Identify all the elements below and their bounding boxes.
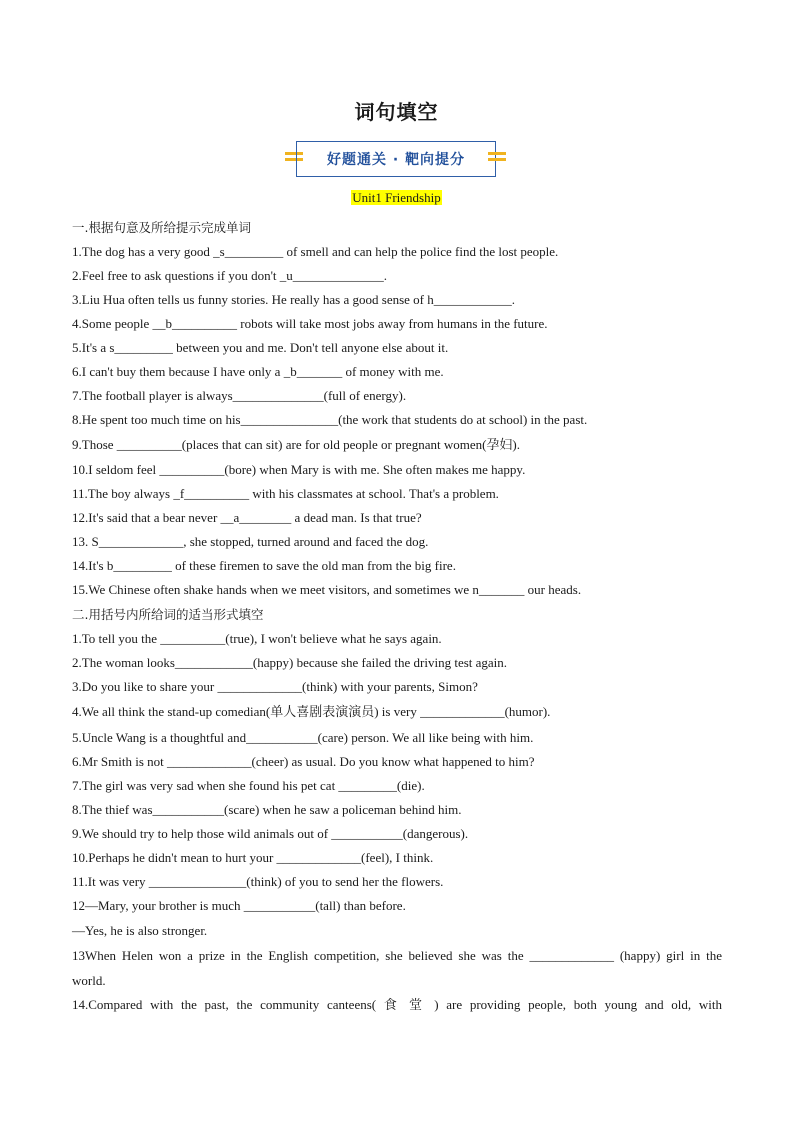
exercise-line: 10.Perhaps he didn't mean to hurt your _____________(feel), I think. bbox=[72, 850, 434, 865]
exercise-line: 12.It's said that a bear never __a________ a dead man. Is that true? bbox=[72, 509, 422, 525]
exercise-line: 11.It was very _______________(think) of you to send her the flowers. bbox=[72, 874, 444, 889]
exercise-line: 7.The girl was very sad when she found his pet cat _________(die). bbox=[72, 778, 425, 793]
exercise-line: 4.We all think the stand-up comedian(单人喜剧表演演员) is very _____________(humor). bbox=[72, 704, 551, 719]
exercise-line: 8.The thief was___________(scare) when he saw a policeman behind him. bbox=[72, 802, 462, 817]
exercise-line: 9.We should try to help those wild animals out of ___________(dangerous). bbox=[72, 826, 469, 841]
exercise-line: 3.Do you like to share your _____________(think) with your parents, Simon? bbox=[72, 679, 478, 694]
exercise-line: 14.It's b_________ of these firemen to save the old man from the big fire. bbox=[72, 557, 456, 573]
exercise-line: 2.Feel free to ask questions if you don't _u______________. bbox=[72, 268, 388, 283]
exercise-line: 1.The dog has a very good _s_________ of smell and can help the police find the lost people. bbox=[72, 244, 559, 259]
exercise-line: 7.The football player is always______________(full of energy). bbox=[72, 388, 407, 403]
page-title: 词句填空 bbox=[354, 100, 439, 124]
exercise-line: 6.I can't buy them because I have only a _b_______ of money with me. bbox=[72, 364, 444, 379]
exercise-line: 2.The woman looks____________(happy) because she failed the driving test again. bbox=[72, 655, 508, 670]
exercise-line: 11.The boy always _f__________ with his classmates at school. That's a problem. bbox=[72, 485, 499, 501]
exercise-line: 3.Liu Hua often tells us funny stories. He really has a good sense of h____________. bbox=[72, 292, 516, 307]
exercise-line: 12—Mary, your brother is much ___________(tall) than before. bbox=[72, 898, 406, 913]
unit-label: Unit1 Friendship bbox=[352, 190, 441, 205]
exercise-line: 13. S_____________, she stopped, turned around and faced the dog. bbox=[72, 533, 429, 549]
exercise-line: 6.Mr Smith is not _____________(cheer) as usual. Do you know what happened to him? bbox=[72, 754, 535, 769]
exercise-line: 1.To tell you the __________(true), I won't believe what he says again. bbox=[72, 631, 442, 646]
exercise-line: 10.I seldom feel __________(bore) when Mary is with me. She often makes me happy. bbox=[72, 461, 526, 477]
exercise-line: 8.He spent too much time on his_______________(the work that students do at school) in the past. bbox=[72, 412, 588, 427]
exercise-line: 4.Some people __b__________ robots will take most jobs away from humans in the future. bbox=[72, 316, 548, 331]
exercise-line: —Yes, he is also stronger. bbox=[72, 923, 208, 938]
section1-heading: 一.根据句意及所给提示完成单词 bbox=[72, 220, 251, 235]
banner-right-ornament-icon bbox=[488, 152, 506, 166]
exercise-line: 5.It's a s_________ between you and me. Don't tell anyone else about it. bbox=[72, 340, 449, 355]
section-banner: 好题通关 · 靶向提分 bbox=[296, 141, 496, 177]
exercise-line: 9.Those __________(places that can sit) are for old people or pregnant women(孕妇). bbox=[72, 437, 521, 452]
exercise-line: world. bbox=[72, 972, 106, 988]
section2-heading: 二.用括号内所给词的适当形式填空 bbox=[72, 606, 264, 622]
exercise-line: 14.Compared with the past, the community canteens( 食 堂 ) are providing people, both young and old, with bbox=[72, 997, 722, 1012]
exercise-lines bbox=[72, 216, 722, 1017]
exercise-line: 15.We Chinese often shake hands when we meet visitors, and sometimes we n_______ our heads. bbox=[72, 581, 582, 597]
exercise-line: 13When Helen won a prize in the English competition, she believed she was the _____________ (happy) girl in the bbox=[72, 947, 722, 963]
exercise-line: 5.Uncle Wang is a thoughtful and___________(care) person. We all like being with him. bbox=[72, 729, 534, 745]
